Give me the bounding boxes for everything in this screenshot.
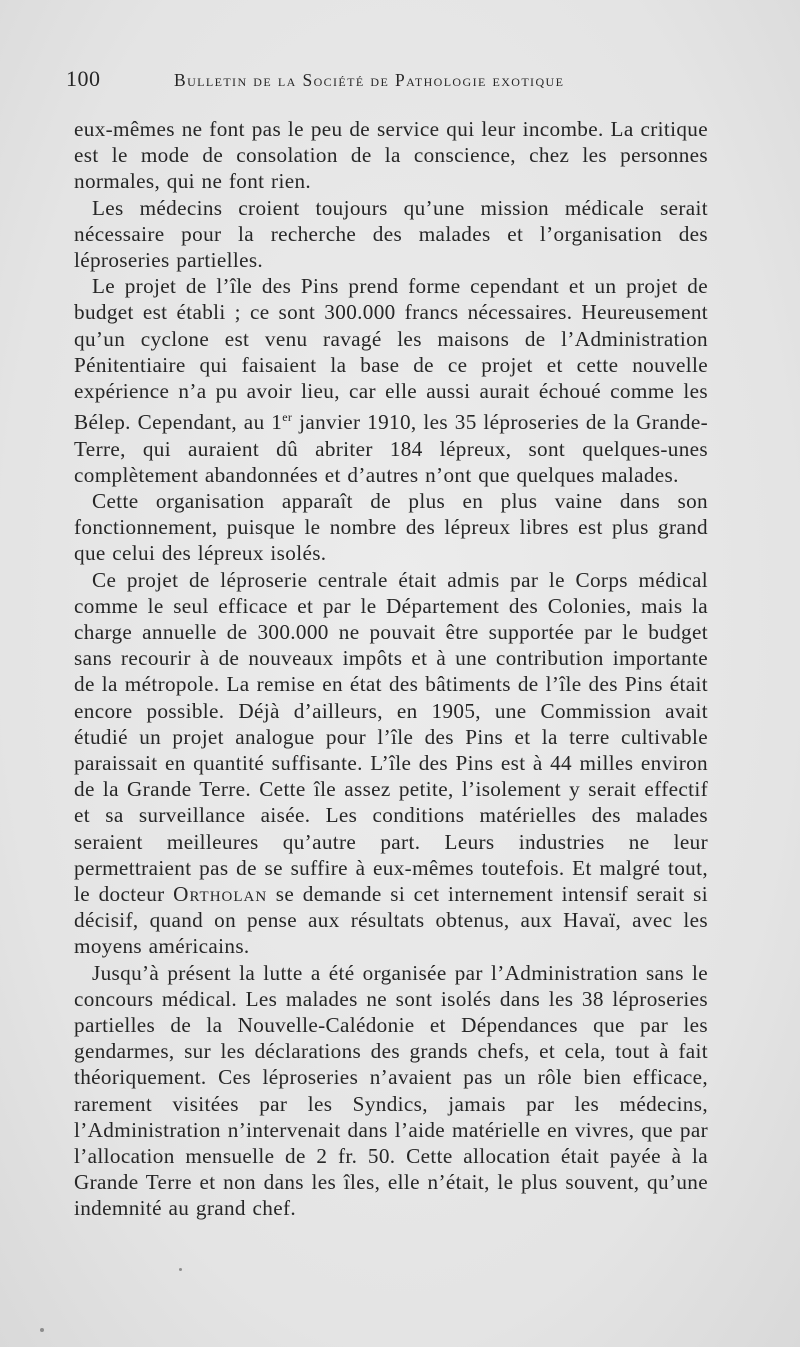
paragraph-4 (74, 488, 708, 567)
paragraph-6 (74, 960, 708, 1222)
scan-speck (179, 1268, 182, 1271)
paragraph-2-text: Les médecins croient toujours qu’une mission médicale serait nécessaire pour la recherche des malades et l’organisation des léproseries partielles. (74, 195, 708, 273)
page-number: 100 (66, 66, 101, 91)
paragraph-1-text: eux-mêmes ne font pas le peu de service qui leur incombe. La critique est le mode de consolation de la conscience, chez les personnes normales, qui ne font rien. (74, 117, 708, 194)
paragraph-2 (74, 195, 708, 274)
paragraph-3-text-after: janvier 1910, les 35 léproseries de la Grande-Terre, qui auraient dû abriter 184 lépreux, sont quelques-unes complètement abandonnées et d’autres n’ont que quelques malades. (74, 410, 708, 487)
paragraph-6-text: Jusqu’à présent la lutte a été organisée par l’Administration sans le concours médical. Les malades ne sont isolés dans les 38 léproseries partielles de la Nouvelle-Calédonie et Dépendances que par les gendarmes, sur les déclarations des grands chefs, et cela, tout à fait théoriquement. Ces léproseries n’avaient pas un rôle bien efficace, rarement visitées par les Syndics, jamais par les médecins, l’Administration n’intervenait dans l’aide matérielle en vivres, que par l’allocation mensuelle de 2 fr. 50. Cette allocation était payée à la Grande Terre et non dans les îles, elle n’était, le plus souvent, qu’une indemnité au grand chef. (74, 960, 708, 1221)
paragraph-1 (74, 116, 708, 195)
ordinal-superscript: er (282, 410, 293, 425)
scan-speck (40, 1328, 44, 1332)
paragraph-3-text-before: Le projet de l’île des Pins prend forme cependant et un projet de budget est établi ; ce sont 300.000 francs nécessaires. Heureusement qu’un cyclone est venu ravagé les maisons de l’Administration Pénitentiaire qui faisaient la base de ce projet et cette nouvelle expérience n’a pu avoir lieu, car elle aussi aurait échoué comme les Bélep. Cependant, au 1 (74, 274, 708, 435)
running-title: Bulletin de la Société de Pathologie exotique (174, 70, 565, 90)
page-header (66, 66, 626, 96)
paragraph-5-text-before: Ce projet de léproserie centrale était admis par le Corps médical comme le seul efficace et par le Département des Colonies, mais la charge annuelle de 300.000 ne pouvait être supportée par le budget sans recourir à de nouveaux impôts et à une contribution importante de la métropole. La remise en état des bâtiments de l’île des Pins était encore possible. Déjà d’ailleurs, en 1905, une Commission avait étudié un projet analogue pour l’île des Pins et la terre cultivable paraissait en quantité suffisante. L’île des Pins est à 44 milles environ de la Grande Terre. Cette île assez petite, l’isolement y serait effectif et sa surveillance aisée. Les conditions matérielles des malades seraient meilleures qu’autre part. Leurs industries ne leur permettraient pas de se suffire à eux-mêmes toutefois. Et malgré tout, le docteur (74, 567, 708, 906)
author-name-ortholan: Ortholan (173, 881, 268, 906)
body-text (74, 116, 708, 1222)
paragraph-4-text: Cette organisation apparaît de plus en plus vaine dans son fonctionnement, puisque le nombre des lépreux libres est plus grand que celui des lépreux isolés. (74, 488, 708, 566)
paragraph-5 (74, 567, 708, 960)
paragraph-3 (74, 273, 708, 488)
paragraph-5-text-after: se demande si cet internement intensif serait si décisif, quand on pense aux résultats obtenus, aux Havaï, avec les moyens américains. (74, 881, 708, 959)
